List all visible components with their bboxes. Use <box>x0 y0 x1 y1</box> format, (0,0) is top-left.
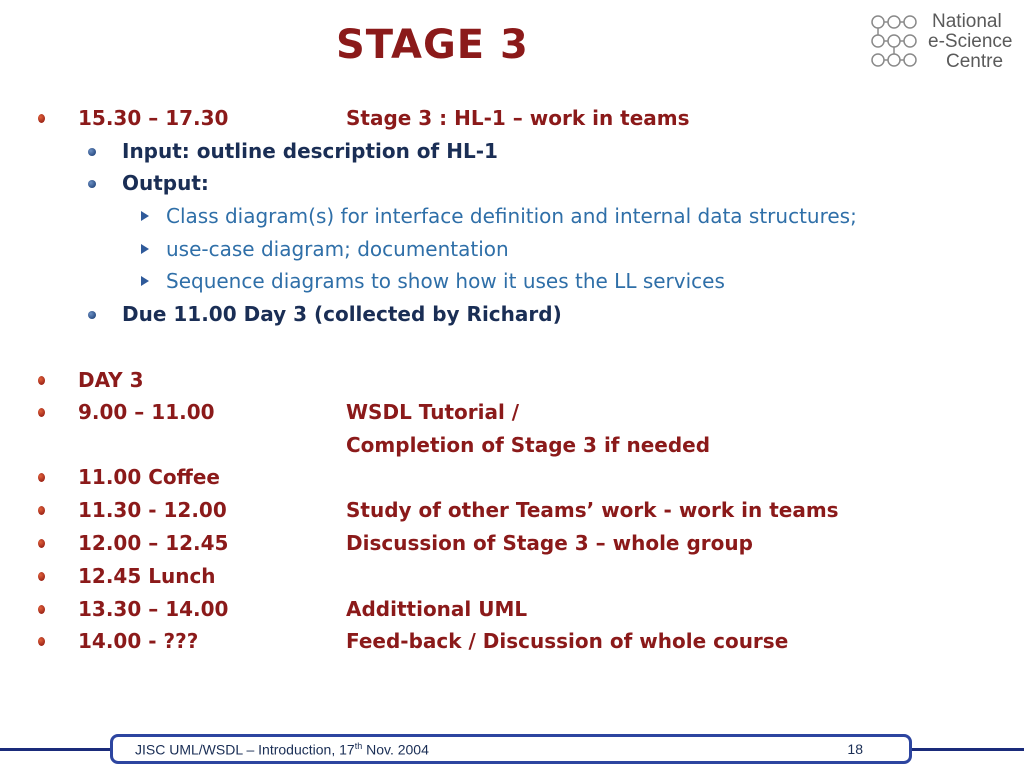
bullet-icon <box>38 408 45 417</box>
list-item-output-detail <box>0 266 1024 296</box>
output-detail: Class diagram(s) for interface definition and internal data structures; <box>166 204 857 228</box>
logo-line-2: e-Science <box>928 31 1013 52</box>
footer <box>110 734 912 764</box>
schedule-time: 14.00 - ??? <box>78 629 199 653</box>
schedule-time: 11.00 Coffee <box>78 465 220 489</box>
schedule-time: 13.30 – 14.00 <box>78 597 229 621</box>
schedule-time: 12.45 Lunch <box>78 564 216 588</box>
sub-bullet-icon <box>88 311 96 319</box>
schedule-description: Discussion of Stage 3 – whole group <box>346 531 753 555</box>
list-item-schedule <box>0 462 1024 492</box>
arrow-bullet-icon <box>141 211 149 221</box>
logo-line-3: Centre <box>946 51 1004 72</box>
nesc-logo <box>868 10 1018 72</box>
bullet-icon <box>38 637 45 646</box>
list-item-due <box>0 299 1024 329</box>
list-item-input <box>0 136 1024 166</box>
footer-caption-date: Nov. 2004 <box>362 741 429 758</box>
list-item-stage3 <box>0 103 1024 133</box>
list-item-schedule <box>0 561 1024 591</box>
list-item-schedule <box>0 528 1024 558</box>
stage3-input: Input: outline description of HL-1 <box>122 139 498 163</box>
footer-caption-sup: th <box>354 741 363 751</box>
bullet-icon <box>38 473 45 482</box>
sub-bullet-icon <box>88 148 96 156</box>
output-detail: Sequence diagrams to show how it uses the LL services <box>166 269 725 293</box>
bullet-icon <box>38 114 45 123</box>
arrow-bullet-icon <box>141 244 149 254</box>
bullet-icon <box>38 572 45 581</box>
schedule-time: 9.00 – 11.00 <box>78 400 215 424</box>
page-number: 18 <box>847 741 863 757</box>
list-item-output-detail <box>0 201 1024 231</box>
schedule-description: Feed-back / Discussion of whole course <box>346 629 789 653</box>
schedule-description: Addittional UML <box>346 597 528 621</box>
list-item-schedule <box>0 397 1024 427</box>
nesc-logo-circles-icon <box>868 10 928 72</box>
list-item-schedule <box>0 594 1024 624</box>
sub-bullet-icon <box>88 180 96 188</box>
schedule-description: Study of other Teams’ work - work in teams <box>346 498 839 522</box>
nesc-logo-text <box>928 12 1013 72</box>
list-item-output <box>0 168 1024 198</box>
bullet-icon <box>38 376 45 385</box>
list-item-day3 <box>0 365 1024 395</box>
slide-title: STAGE 3 <box>336 22 529 68</box>
footer-caption-main: JISC UML/WSDL – Introduction, 17 <box>135 741 355 758</box>
logo-line-1: National <box>932 11 1002 32</box>
schedule-time: 12.00 – 12.45 <box>78 531 229 555</box>
list-item-schedule-continued <box>0 430 1024 460</box>
bullet-icon <box>38 506 45 515</box>
schedule-description: Completion of Stage 3 if needed <box>346 433 711 457</box>
list-item-schedule <box>0 495 1024 525</box>
stage3-time: 15.30 – 17.30 <box>78 106 229 130</box>
bullet-icon <box>38 539 45 548</box>
footer-caption <box>135 741 429 758</box>
day3-heading: DAY 3 <box>78 368 144 392</box>
schedule-time: 11.30 - 12.00 <box>78 498 227 522</box>
list-item-schedule <box>0 626 1024 656</box>
schedule-description: WSDL Tutorial / <box>346 400 520 424</box>
output-detail: use-case diagram; documentation <box>166 237 509 261</box>
stage3-output: Output: <box>122 171 209 195</box>
stage3-description: Stage 3 : HL-1 – work in teams <box>346 106 690 130</box>
stage3-due: Due 11.00 Day 3 (collected by Richard) <box>122 302 562 326</box>
list-item-output-detail <box>0 234 1024 264</box>
arrow-bullet-icon <box>141 276 149 286</box>
bullet-icon <box>38 605 45 614</box>
